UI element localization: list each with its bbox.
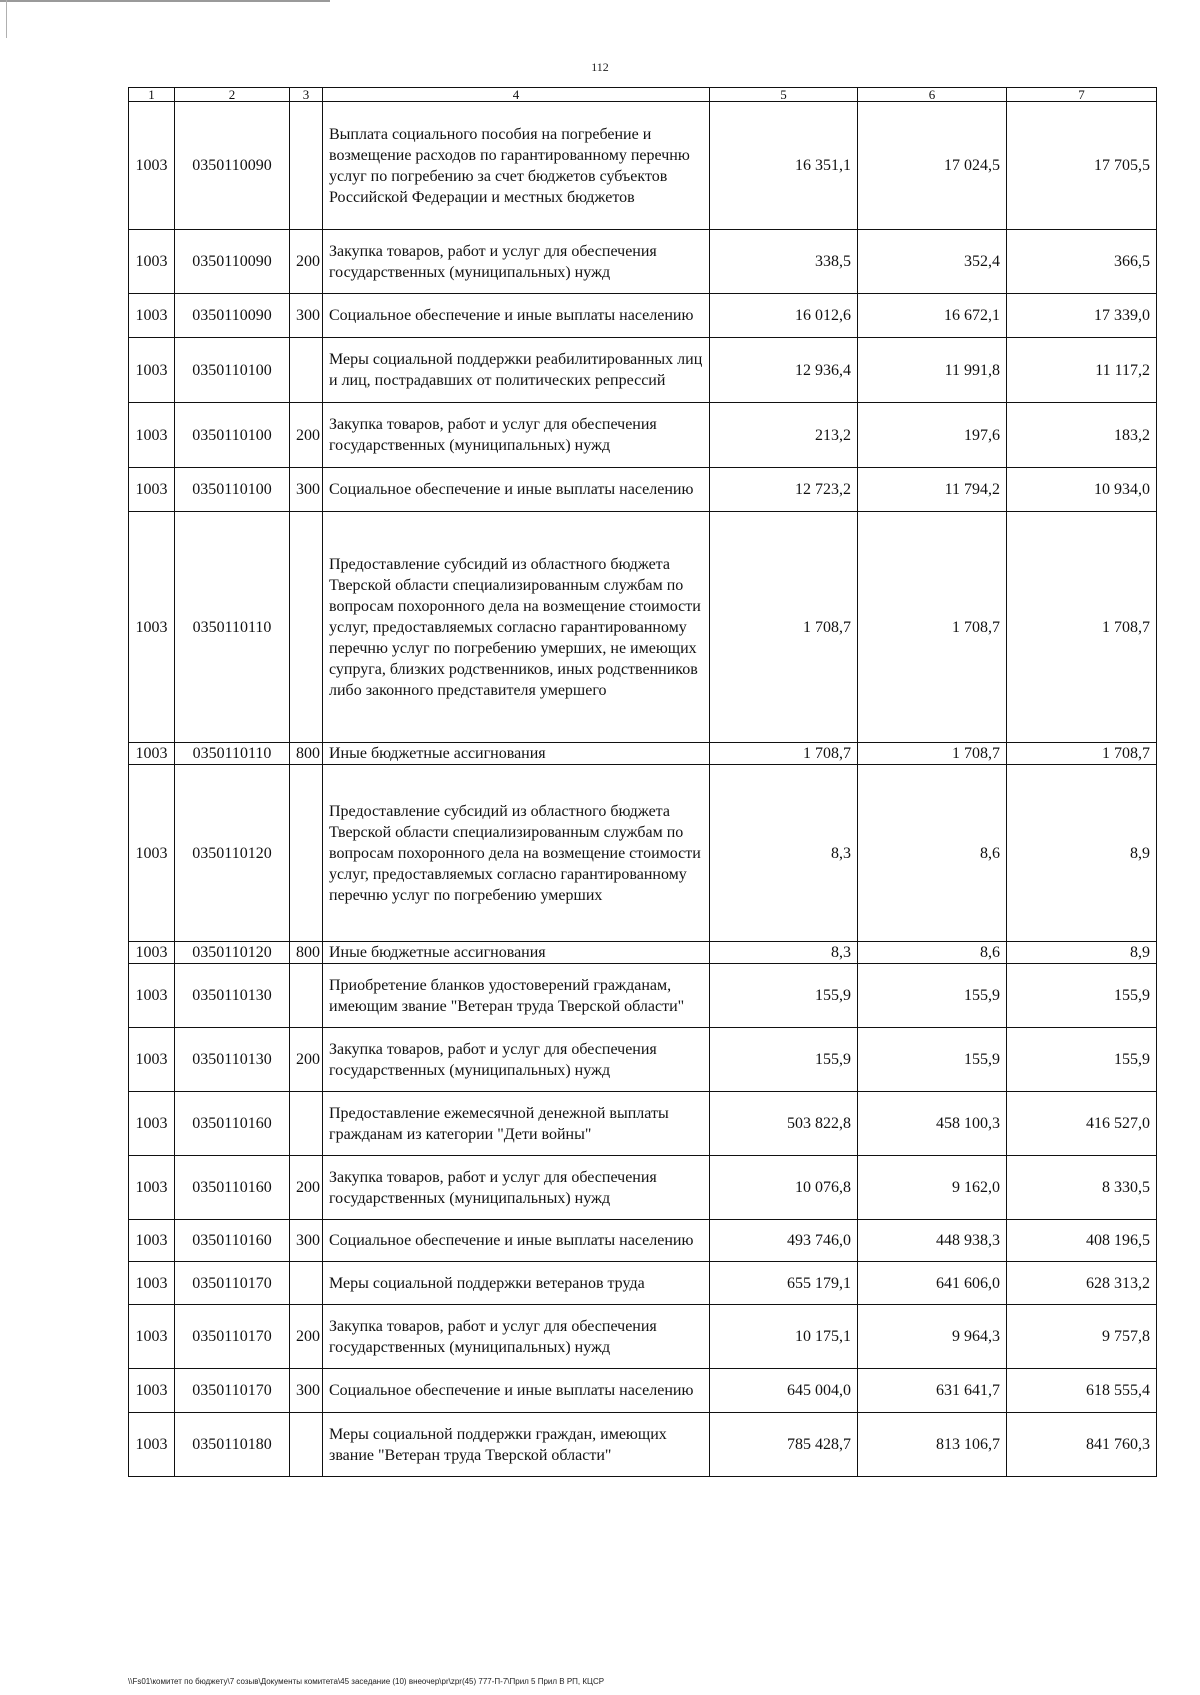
amount-col7-cell: 9 757,8 bbox=[1007, 1305, 1157, 1369]
section-code-cell: 1003 bbox=[129, 512, 175, 743]
amount-col7-cell: 155,9 bbox=[1007, 1028, 1157, 1092]
item-name-cell: Социальное обеспечение и иные выплаты населению bbox=[323, 1369, 710, 1413]
amount-col6-cell: 9 162,0 bbox=[858, 1156, 1007, 1220]
section-code-cell: 1003 bbox=[129, 743, 175, 765]
section-code-cell: 1003 bbox=[129, 1262, 175, 1305]
amount-col6-cell: 448 938,3 bbox=[858, 1220, 1007, 1262]
table-row bbox=[129, 468, 1157, 512]
amount-col5-cell: 155,9 bbox=[710, 1028, 858, 1092]
table-row bbox=[129, 1028, 1157, 1092]
table-row bbox=[129, 1092, 1157, 1156]
table-row bbox=[129, 765, 1157, 942]
amount-col7-cell: 183,2 bbox=[1007, 403, 1157, 468]
table-row bbox=[129, 338, 1157, 403]
item-name-cell: Меры социальной поддержки реабилитированных лиц и лиц, пострадавших от политических репрессий bbox=[323, 338, 710, 403]
section-code-cell: 1003 bbox=[129, 765, 175, 942]
table-row bbox=[129, 743, 1157, 765]
amount-col5-cell: 12 936,4 bbox=[710, 338, 858, 403]
table-row bbox=[129, 294, 1157, 338]
target-code-cell: 0350110130 bbox=[175, 1028, 290, 1092]
expense-type-cell: 300 bbox=[290, 468, 323, 512]
item-name-cell: Меры социальной поддержки ветеранов труда bbox=[323, 1262, 710, 1305]
expense-type-cell bbox=[290, 102, 323, 230]
section-code-cell: 1003 bbox=[129, 1092, 175, 1156]
amount-col5-cell: 155,9 bbox=[710, 964, 858, 1028]
table-row bbox=[129, 512, 1157, 743]
table-row bbox=[129, 1369, 1157, 1413]
amount-col5-cell: 1 708,7 bbox=[710, 512, 858, 743]
table-row bbox=[129, 1220, 1157, 1262]
amount-col7-cell: 155,9 bbox=[1007, 964, 1157, 1028]
scan-artifact-edge bbox=[6, 0, 7, 38]
column-header: 4 bbox=[323, 88, 710, 102]
section-code-cell: 1003 bbox=[129, 1369, 175, 1413]
target-code-cell: 0350110110 bbox=[175, 743, 290, 765]
amount-col6-cell: 11 991,8 bbox=[858, 338, 1007, 403]
item-name-cell: Социальное обеспечение и иные выплаты населению bbox=[323, 468, 710, 512]
section-code-cell: 1003 bbox=[129, 1220, 175, 1262]
table-row bbox=[129, 1413, 1157, 1477]
item-name-cell: Закупка товаров, работ и услуг для обеспечения государственных (муниципальных) нужд bbox=[323, 1156, 710, 1220]
column-header: 5 bbox=[710, 88, 858, 102]
item-name-cell: Иные бюджетные ассигнования bbox=[323, 743, 710, 765]
expense-type-cell: 200 bbox=[290, 1028, 323, 1092]
expense-type-cell bbox=[290, 765, 323, 942]
expense-type-cell: 300 bbox=[290, 1369, 323, 1413]
amount-col6-cell: 352,4 bbox=[858, 230, 1007, 294]
budget-table bbox=[128, 87, 1157, 1477]
amount-col6-cell: 197,6 bbox=[858, 403, 1007, 468]
amount-col7-cell: 416 527,0 bbox=[1007, 1092, 1157, 1156]
amount-col7-cell: 17 339,0 bbox=[1007, 294, 1157, 338]
target-code-cell: 0350110100 bbox=[175, 403, 290, 468]
amount-col7-cell: 17 705,5 bbox=[1007, 102, 1157, 230]
target-code-cell: 0350110170 bbox=[175, 1305, 290, 1369]
amount-col7-cell: 10 934,0 bbox=[1007, 468, 1157, 512]
table-row bbox=[129, 1156, 1157, 1220]
amount-col6-cell: 155,9 bbox=[858, 964, 1007, 1028]
amount-col6-cell: 8,6 bbox=[858, 765, 1007, 942]
item-name-cell: Закупка товаров, работ и услуг для обеспечения государственных (муниципальных) нужд bbox=[323, 403, 710, 468]
amount-col5-cell: 8,3 bbox=[710, 942, 858, 964]
amount-col5-cell: 8,3 bbox=[710, 765, 858, 942]
item-name-cell: Выплата социального пособия на погребение и возмещение расходов по гарантированному перечню услуг по погребению за счет бюджетов субъектов Российской Федерации и местных бюджетов bbox=[323, 102, 710, 230]
amount-col7-cell: 628 313,2 bbox=[1007, 1262, 1157, 1305]
file-path-footer: \\Fs01\комитет по бюджету\7 созыв\Документы комитета\45 заседание (10) внеочер\pr\zpr(45) 777-П-7\Прил 5 Прил В РП, КЦСР bbox=[128, 1677, 605, 1686]
item-name-cell: Меры социальной поддержки граждан, имеющих звание "Ветеран труда Тверской области" bbox=[323, 1413, 710, 1477]
section-code-cell: 1003 bbox=[129, 230, 175, 294]
target-code-cell: 0350110120 bbox=[175, 942, 290, 964]
section-code-cell: 1003 bbox=[129, 1028, 175, 1092]
amount-col5-cell: 16 012,6 bbox=[710, 294, 858, 338]
section-code-cell: 1003 bbox=[129, 102, 175, 230]
section-code-cell: 1003 bbox=[129, 942, 175, 964]
target-code-cell: 0350110090 bbox=[175, 230, 290, 294]
column-header: 1 bbox=[129, 88, 175, 102]
amount-col5-cell: 16 351,1 bbox=[710, 102, 858, 230]
item-name-cell: Социальное обеспечение и иные выплаты населению bbox=[323, 1220, 710, 1262]
item-name-cell: Предоставление субсидий из областного бюджета Тверской области специализированным службам по вопросам похоронного дела на возмещение стоимости услуг, предоставляемых согласно гарантированному перечню услуг по погребению умерших, не имеющих супруга, близких родственников, иных родственников либо законного представителя умершего bbox=[323, 512, 710, 743]
expense-type-cell bbox=[290, 1413, 323, 1477]
amount-col5-cell: 785 428,7 bbox=[710, 1413, 858, 1477]
section-code-cell: 1003 bbox=[129, 1156, 175, 1220]
table-row bbox=[129, 403, 1157, 468]
section-code-cell: 1003 bbox=[129, 294, 175, 338]
section-code-cell: 1003 bbox=[129, 403, 175, 468]
amount-col6-cell: 155,9 bbox=[858, 1028, 1007, 1092]
expense-type-cell: 200 bbox=[290, 1156, 323, 1220]
amount-col7-cell: 8,9 bbox=[1007, 942, 1157, 964]
amount-col5-cell: 493 746,0 bbox=[710, 1220, 858, 1262]
amount-col5-cell: 10 076,8 bbox=[710, 1156, 858, 1220]
table-row bbox=[129, 1305, 1157, 1369]
expense-type-cell bbox=[290, 1092, 323, 1156]
target-code-cell: 0350110100 bbox=[175, 468, 290, 512]
target-code-cell: 0350110160 bbox=[175, 1092, 290, 1156]
target-code-cell: 0350110100 bbox=[175, 338, 290, 403]
amount-col7-cell: 408 196,5 bbox=[1007, 1220, 1157, 1262]
amount-col7-cell: 8 330,5 bbox=[1007, 1156, 1157, 1220]
target-code-cell: 0350110170 bbox=[175, 1262, 290, 1305]
item-name-cell: Закупка товаров, работ и услуг для обеспечения государственных (муниципальных) нужд bbox=[323, 1028, 710, 1092]
amount-col5-cell: 338,5 bbox=[710, 230, 858, 294]
amount-col6-cell: 17 024,5 bbox=[858, 102, 1007, 230]
amount-col5-cell: 503 822,8 bbox=[710, 1092, 858, 1156]
expense-type-cell bbox=[290, 512, 323, 743]
item-name-cell: Приобретение бланков удостоверений гражданам, имеющим звание "Ветеран труда Тверской области" bbox=[323, 964, 710, 1028]
target-code-cell: 0350110160 bbox=[175, 1220, 290, 1262]
item-name-cell: Предоставление субсидий из областного бюджета Тверской области специализированным службам по вопросам похоронного дела на возмещение стоимости услуг, предоставляемых согласно гарантированному перечню услуг по погребению умерших bbox=[323, 765, 710, 942]
amount-col6-cell: 11 794,2 bbox=[858, 468, 1007, 512]
amount-col6-cell: 8,6 bbox=[858, 942, 1007, 964]
amount-col6-cell: 631 641,7 bbox=[858, 1369, 1007, 1413]
item-name-cell: Закупка товаров, работ и услуг для обеспечения государственных (муниципальных) нужд bbox=[323, 1305, 710, 1369]
amount-col5-cell: 1 708,7 bbox=[710, 743, 858, 765]
amount-col6-cell: 458 100,3 bbox=[858, 1092, 1007, 1156]
column-header: 2 bbox=[175, 88, 290, 102]
section-code-cell: 1003 bbox=[129, 1413, 175, 1477]
target-code-cell: 0350110090 bbox=[175, 102, 290, 230]
section-code-cell: 1003 bbox=[129, 338, 175, 403]
amount-col7-cell: 11 117,2 bbox=[1007, 338, 1157, 403]
section-code-cell: 1003 bbox=[129, 964, 175, 1028]
expense-type-cell: 200 bbox=[290, 403, 323, 468]
section-code-cell: 1003 bbox=[129, 1305, 175, 1369]
section-code-cell: 1003 bbox=[129, 468, 175, 512]
amount-col7-cell: 1 708,7 bbox=[1007, 743, 1157, 765]
target-code-cell: 0350110170 bbox=[175, 1369, 290, 1413]
table-row bbox=[129, 102, 1157, 230]
expense-type-cell: 800 bbox=[290, 743, 323, 765]
item-name-cell: Иные бюджетные ассигнования bbox=[323, 942, 710, 964]
table-row bbox=[129, 942, 1157, 964]
target-code-cell: 0350110120 bbox=[175, 765, 290, 942]
amount-col6-cell: 641 606,0 bbox=[858, 1262, 1007, 1305]
target-code-cell: 0350110160 bbox=[175, 1156, 290, 1220]
column-header-row bbox=[129, 88, 1157, 102]
amount-col6-cell: 1 708,7 bbox=[858, 512, 1007, 743]
amount-col5-cell: 213,2 bbox=[710, 403, 858, 468]
amount-col6-cell: 1 708,7 bbox=[858, 743, 1007, 765]
column-header: 3 bbox=[290, 88, 323, 102]
table-body bbox=[129, 88, 1157, 1477]
expense-type-cell: 200 bbox=[290, 230, 323, 294]
target-code-cell: 0350110110 bbox=[175, 512, 290, 743]
column-header: 6 bbox=[858, 88, 1007, 102]
amount-col5-cell: 655 179,1 bbox=[710, 1262, 858, 1305]
expense-type-cell: 300 bbox=[290, 294, 323, 338]
target-code-cell: 0350110180 bbox=[175, 1413, 290, 1477]
item-name-cell: Социальное обеспечение и иные выплаты населению bbox=[323, 294, 710, 338]
item-name-cell: Закупка товаров, работ и услуг для обеспечения государственных (муниципальных) нужд bbox=[323, 230, 710, 294]
expense-type-cell bbox=[290, 338, 323, 403]
target-code-cell: 0350110090 bbox=[175, 294, 290, 338]
table-row bbox=[129, 1262, 1157, 1305]
amount-col5-cell: 10 175,1 bbox=[710, 1305, 858, 1369]
amount-col7-cell: 366,5 bbox=[1007, 230, 1157, 294]
scan-artifact-line bbox=[0, 0, 330, 2]
amount-col7-cell: 841 760,3 bbox=[1007, 1413, 1157, 1477]
expense-type-cell: 200 bbox=[290, 1305, 323, 1369]
expense-type-cell bbox=[290, 1262, 323, 1305]
expense-type-cell: 300 bbox=[290, 1220, 323, 1262]
expense-type-cell bbox=[290, 964, 323, 1028]
amount-col6-cell: 813 106,7 bbox=[858, 1413, 1007, 1477]
table-row bbox=[129, 230, 1157, 294]
amount-col6-cell: 9 964,3 bbox=[858, 1305, 1007, 1369]
table-row bbox=[129, 964, 1157, 1028]
amount-col7-cell: 1 708,7 bbox=[1007, 512, 1157, 743]
amount-col7-cell: 8,9 bbox=[1007, 765, 1157, 942]
target-code-cell: 0350110130 bbox=[175, 964, 290, 1028]
amount-col5-cell: 645 004,0 bbox=[710, 1369, 858, 1413]
item-name-cell: Предоставление ежемесячной денежной выплаты гражданам из категории "Дети войны" bbox=[323, 1092, 710, 1156]
amount-col7-cell: 618 555,4 bbox=[1007, 1369, 1157, 1413]
expense-type-cell: 800 bbox=[290, 942, 323, 964]
amount-col5-cell: 12 723,2 bbox=[710, 468, 858, 512]
amount-col6-cell: 16 672,1 bbox=[858, 294, 1007, 338]
column-header: 7 bbox=[1007, 88, 1157, 102]
page-number: 112 bbox=[591, 60, 609, 74]
